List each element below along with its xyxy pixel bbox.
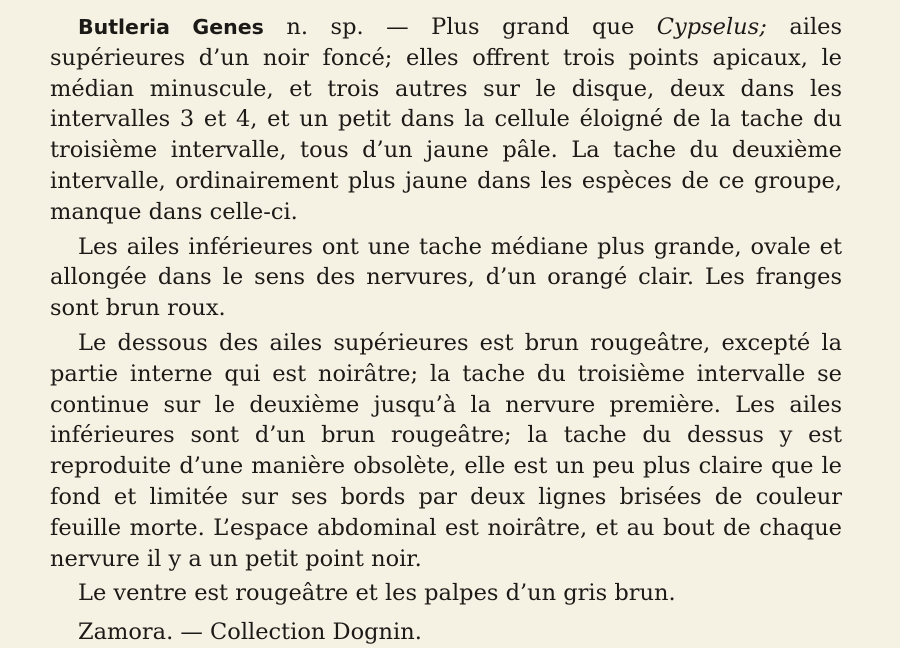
species-name: Butleria Genes (78, 15, 264, 39)
genus-reference: Cypselus; (656, 14, 767, 40)
species-designation: n. sp. — Plus grand que (263, 14, 657, 40)
lower-wing-paragraph: Les ailes inférieures ont une tache médiane plus grande, ovale et allongée dans le sens des nervures, d’un orangé clair. Les franges sont brun roux. (50, 233, 842, 322)
species-description-paragraph (50, 12, 842, 228)
locality-paragraph: Zamora. — Collection Dognin. (78, 619, 422, 646)
underside-paragraph: Le dessous des ailes supérieures est brun rougeâtre, excepté la partie interne qui est noirâtre; la tache du troisième intervalle se continue sur le deuxième jusqu’à la nervure première. Les ailes inférieures sont d’un brun rougeâtre; la tache du dessus y est reproduite d’une manière obsolète, elle est un peu plus claire que le fond et limitée sur ses bords par deux lignes brisées de couleur feuille morte. L’espace abdominal est noirâtre, et au bout de chaque nervure il y a un petit point noir. (50, 329, 842, 572)
upper-wing-description: ailes supérieures d’un noir foncé; elles offrent trois points apicaux, le médian minuscule, et trois autres sur le disque, deux dans les intervalles 3 et 4, et un petit dans la cellule éloigné de la tache du troisième intervalle, tous d’un jaune pâle. La tache du deuxième intervalle, ordinairement plus jaune dans les espèces de ce groupe, manque dans celle-ci. (50, 14, 842, 225)
abdomen-paragraph: Le ventre est rougeâtre et les palpes d’un gris brun. (78, 580, 676, 607)
